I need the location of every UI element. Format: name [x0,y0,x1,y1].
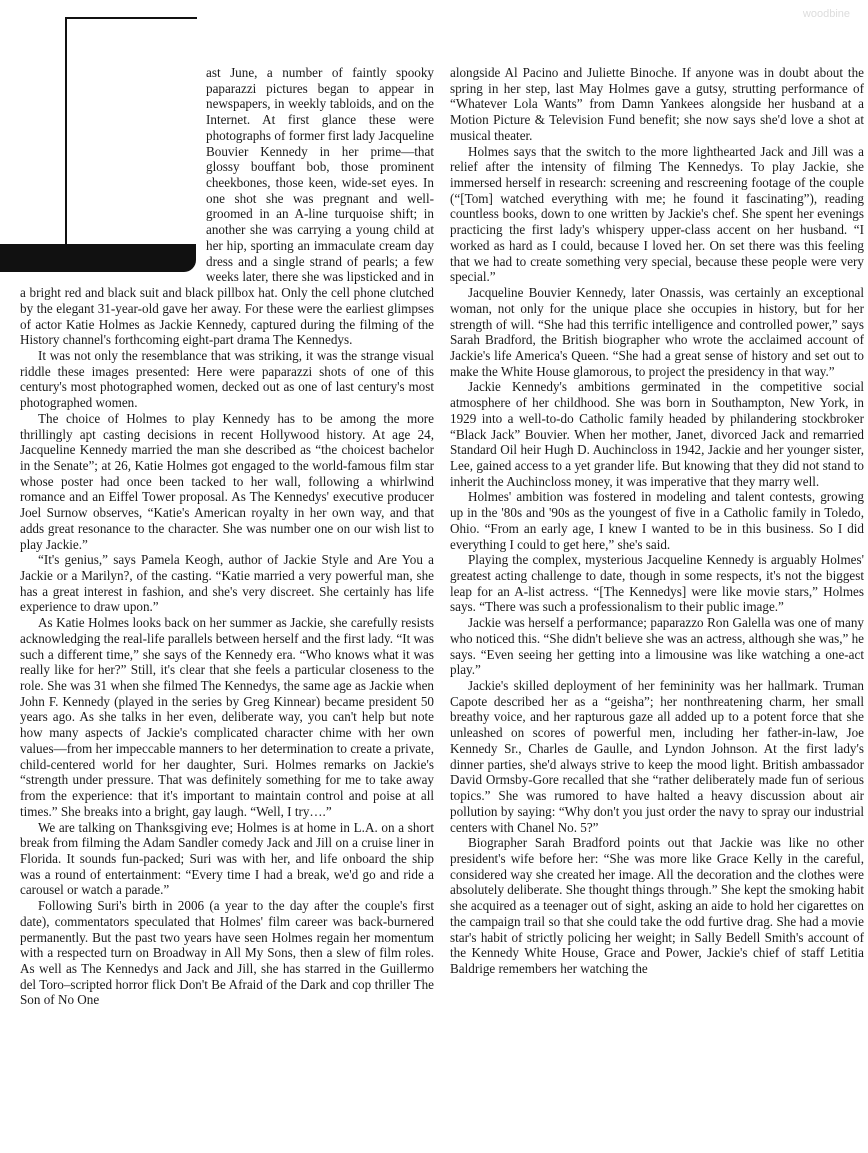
article-paragraph: Biographer Sarah Bradford points out that Jackie was like no other president's wife before her: “She was more like Grace Kelly in the careful, considered way she created her image. All the decoration and the clothes were absolutely deliberate. She thought things through.” She kept the smoking habit she acquired as a teenager out of sight, asking an aide to hold her cigarettes on the campaign trail so that she could take the odd furtive drag. She had a movie star's habit of strictly policing her weight; in Sally Bedell Smith's account of the Kennedy White House, Grace and Power, Jackie's chief of staff Letitia Baldrige remembers her watching the [450,835,864,976]
article-paragraph: We are talking on Thanksgiving eve; Holmes is at home in L.A. on a short break from filming the Adam Sandler comedy Jack and Jill on a cruise liner in Florida. It sounds fun-packed; Suri was with her, and life onboard the ship was a round of entertainment: “Every time I had a break, we'd go and ride a carousel or watch a parade.” [20,819,434,898]
article-paragraph: ast June, a number of faintly spooky paparazzi pictures began to appear in newspapers, in weekly tabloids, and on the Internet. At first glance these were photographs of former first lady Jacqueline Bouvier Kennedy in her prime—that glossy bouffant bob, those prominent cheekbones, those keen, wide-set eyes. In one shot she was pregnant and well-groomed in an A-line turquoise shift; in another she was carrying a young child at her hip, sporting an immaculate cream day dress and a single strand of pearls; a few weeks later, there she was lipsticked and in a bright red and black suit and black pillbox hat. Only the cell phone clutched by the elegant 31-year-old gave her away. For these were the earliest glimpses of actor Katie Holmes as Jackie Kennedy, captured during the filming of the History channel's forthcoming eight-part drama The Kennedys. [20,65,434,348]
article-paragraph: Following Suri's birth in 2006 (a year to the day after the couple's first date), commentators speculated that Holmes' film career was back-burnered permanently. But the past two years have seen Holmes regain her momentum with a respected turn on Broadway in All My Sons, then a slew of film roles. As well as The Kennedys and Jack and Jill, she has starred in the Guillermo del Toro–scripted horror flick Don't Be Afraid of the Dark and cop thriller The Son of No One [20,898,434,1008]
article-paragraph: As Katie Holmes looks back on her summer as Jackie, she carefully resists acknowledging the real-life parallels between herself and the first lady. “It was such a different time,” she says of the Kennedy era. “Who knows what it was really like for her?” Still, it's clear that she feels a particular closeness to the role. She was 31 when she filmed The Kennedys, the same age as Jackie when John F. Kennedy (played in the series by Greg Kinnear) became president 50 years ago. As she talks in her even, deliberate way, you can't help but note how many aspects of Jackie's complicated character chime with her own values—from her impeccable manners to her determination to create a private, child-centered world for her daughter, Suri. Holmes remarks on Jackie's “strength under pressure. That was definitely something for me to take away from the experience: that it's important to maintain control and poise at all times.” She breaks into a bright, gay laugh. “Well, I try….” [20,615,434,819]
article-paragraph: Holmes' ambition was fostered in modeling and talent contests, growing up in the '80s and '90s as the youngest of five in a Catholic family in Toledo, Ohio. “From an early age, I knew I wanted to be in this business. So I did everything I could to get here,” she's said. [450,489,864,552]
article-paragraph: “It's genius,” says Pamela Keogh, author of Jackie Style and Are You a Jackie or a Marilyn?, of the casting. “Katie married a very powerful man, she has a great interest in fashion, and she's very discreet. She certainly has life experience to draw upon.” [20,552,434,615]
article-paragraph: Jackie was herself a performance; paparazzo Ron Galella was one of many who noticed this. “She didn't believe she was an actress, although she was,” he says. “Even seeing her getting into a limousine was like watching a one-act play.” [450,615,865,678]
article-paragraph: Jackie Kennedy's ambitions germinated in the competitive social atmosphere of her childhood. She was born in Southampton, New York, in 1929 into a well-to-do Catholic family headed by philandering stockbroker “Black Jack” Bouvier. When her mother, Janet, divorced Jack and remarried Standard Oil heir Hugh D. Auchincloss in 1942, Jackie and her younger sister, Lee, gained access to a yet grander life. But knowing that they did not stand to inherit the Auchincloss money, it was imperative that they marry well. [450,379,864,489]
article-paragraph: Jackie's skilled deployment of her femininity was her hallmark. Truman Capote described her as a “geisha”; her nonthreatening charm, her small breathy voice, and her rapturous gaze all added up to a potent force that she unleashed on scores of powerful men, including her father-in-law, Joe Kennedy Sr., Charles de Gaulle, and Lyndon Johnson. At the first lady's dinner parties, she'd always strive to keep the mood light. British ambassador David Ormsby-Gore recalled that she “rather deliberately made fun of serious topics.” She was rumored to have halted a heavy discussion about air pollution by saying: “Why don't you just order the navy to spray our industrial centers with Chanel No. 5?” [450,678,864,835]
article-paragraph: alongside Al Pacino and Juliette Binoche. If anyone was in doubt about the spring in her step, last May Holmes gave a gutsy, strutting performance of “Whatever Lola Wants” from Damn Yankees alongside her husband at a Motion Picture & Television Fund benefit; she now says she'd love a shot at musical theater. [450,65,864,143]
article-column-right [450,65,864,977]
drop-cap-space [20,65,206,273]
article-paragraph: Playing the complex, mysterious Jacqueline Kennedy is arguably Holmes' greatest acting challenge to date, though in some respects, it's not the biggest leap for an A-list actress. “[The Kennedys] were like movie stars,” Holmes says. “There was such a professionalism to their public image.” [450,552,864,615]
article-paragraph: Holmes says that the switch to the more lighthearted Jack and Jill was a relief after the intensity of filming The Kennedys. To play Jackie, she immersed herself in research: screening and rescreening footage of the couple (“[Tom] watched everything with me; he found it fascinating”), reading countless books, down to one written by Jackie's chef. She spent her evenings practicing the first lady's whispery upper-class accent on her husband. “I worked as hard as I could, because I loved her. On set there was this feeling that we had to create something very special, because these people were very special.” [450,143,864,285]
article-paragraph: It was not only the resemblance that was striking, it was the strange visual riddle these images presented: Here were paparazzi shots of one of this century's most photographed women, decked out as one of last century's most photographed women. [20,347,434,411]
article-paragraph: Jacqueline Bouvier Kennedy, later Onassis, was certainly an exceptional woman, not only for the unique place she occupies in history, but for her strength of will. “She had this terrific intelligence and controlled power,” says Sarah Bradford, the British biographer who wrote the acclaimed account of Jackie's life America's Queen. “She had a great sense of history and set out to make the White House glamorous, to project the presidency in that way.” [450,285,864,379]
article-column-left [20,65,434,1008]
article-paragraph: The choice of Holmes to play Kennedy has to be among the more thrillingly apt casting decisions in recent Hollywood history. At age 24, Jacqueline Kennedy married the man she described as “the choicest bachelor in the Senate”; at 26, Katie Holmes got engaged to the world-famous film star whose poster had once been tacked to her wall, following a whirlwind romance and an Eiffel Tower proposal. As The Kennedys' executive producer Joel Surnow observes, “Katie's American royalty in her own way, and that adds great resonance to the character. She was number one on our wish list to play Jackie.” [20,410,434,552]
watermark: woodbine [802,8,850,20]
